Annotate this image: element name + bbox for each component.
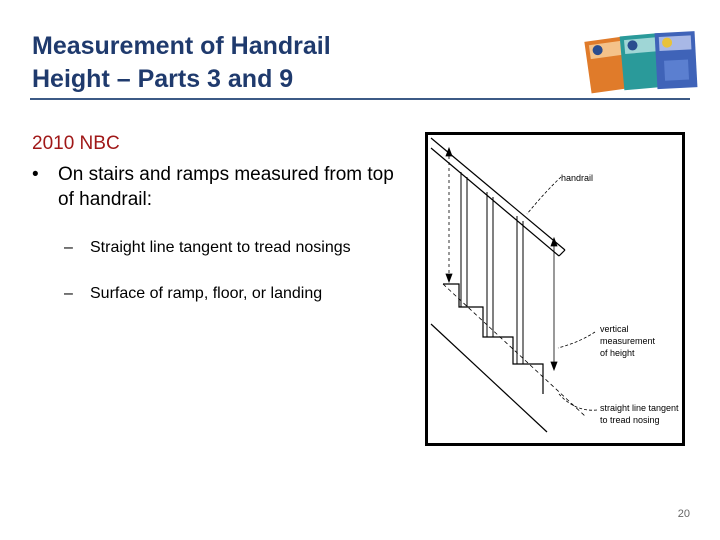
code-books-logo xyxy=(584,26,700,94)
label-tangent-line-2: to tread nosing xyxy=(600,415,660,425)
label-tangent-line-1: straight line tangent xyxy=(600,403,679,413)
diagram-frame xyxy=(427,134,684,445)
slide-body xyxy=(32,132,402,304)
label-vertical-line-3: of height xyxy=(600,348,635,358)
sub-item-surface xyxy=(32,284,380,304)
sub-item-tangent xyxy=(32,238,380,258)
label-vertical-line-2: measurement xyxy=(600,336,656,346)
bullet-item xyxy=(32,162,402,212)
bullet-text: On stairs and ramps measured from top of handrail: xyxy=(58,164,394,210)
sub-item-mark: – xyxy=(64,239,73,256)
bullet-mark: • xyxy=(32,164,39,185)
sub-item-text: Straight line tangent to tread nosings xyxy=(90,239,351,256)
title-divider xyxy=(30,98,690,100)
section-heading: 2010 NBC xyxy=(32,133,120,154)
slide-title xyxy=(32,30,452,96)
title-line-1: Measurement of Handrail xyxy=(32,32,331,60)
label-handrail: handrail xyxy=(561,173,594,183)
label-vertical-line-1: vertical xyxy=(600,324,629,334)
handrail-height-diagram xyxy=(425,132,685,446)
sub-item-text: Surface of ramp, floor, or landing xyxy=(90,285,323,302)
page-number: 20 xyxy=(677,508,690,520)
sub-item-mark: – xyxy=(64,285,73,302)
title-line-2: Height – Parts 3 and 9 xyxy=(32,65,294,93)
